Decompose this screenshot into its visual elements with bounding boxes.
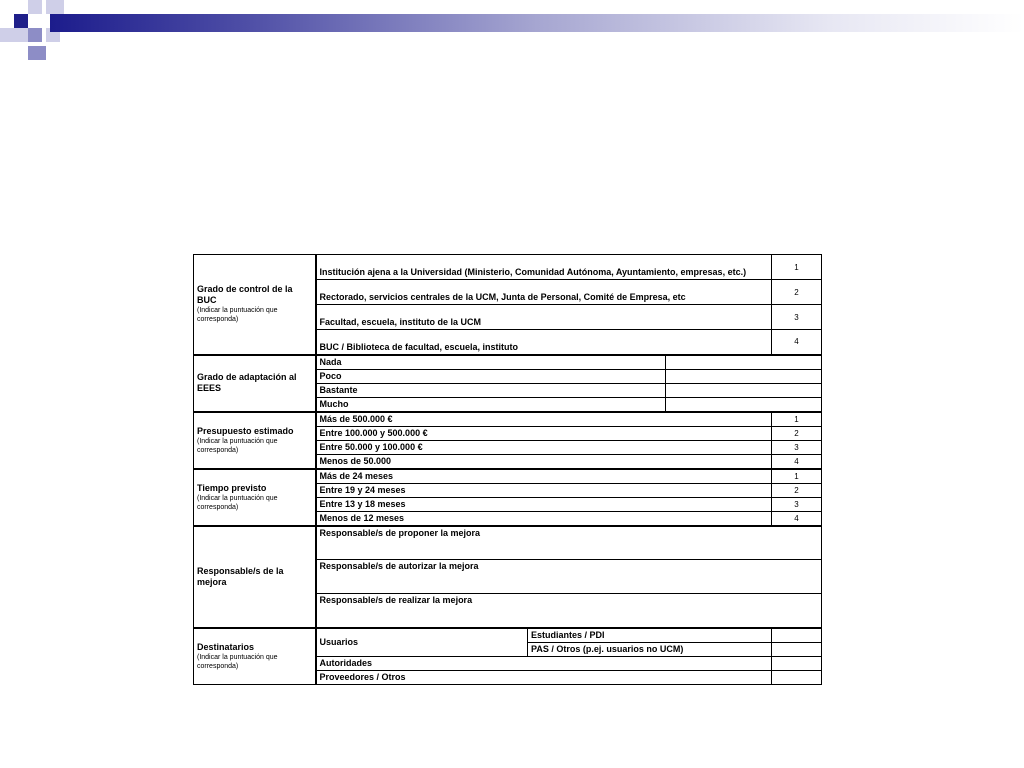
budget-note: (Indicar la puntuación que corresponda) <box>197 437 278 454</box>
header-gradient-bar <box>50 14 1024 32</box>
table-row <box>194 355 822 370</box>
adaptation-option-3: Bastante <box>316 383 666 397</box>
time-score-3[interactable]: 3 <box>772 497 822 511</box>
recipients-users-value-2[interactable] <box>772 642 822 656</box>
control-score-2[interactable]: 2 <box>772 280 822 305</box>
adaptation-value-4[interactable] <box>666 397 822 412</box>
control-option-2: Rectorado, servicios centrales de la UCM, Junta de Personal, Comité de Empresa, etc <box>316 280 772 305</box>
control-note: (Indicar la puntuación que corresponda) <box>197 307 278 324</box>
decor-square <box>14 28 28 42</box>
budget-option-1: Más de 500.000 € <box>316 412 772 427</box>
table-row <box>194 255 822 280</box>
improvement-form-table <box>193 254 822 685</box>
budget-option-2: Entre 100.000 y 500.000 € <box>316 426 772 440</box>
control-title: Grado de control de la BUC <box>197 284 293 306</box>
recipients-option-authorities: Autoridades <box>316 656 772 670</box>
recipients-option-providers: Proveedores / Otros <box>316 670 772 684</box>
time-option-3: Entre 13 y 18 meses <box>316 497 772 511</box>
adaptation-option-2: Poco <box>316 369 666 383</box>
decor-square <box>46 0 64 14</box>
recipients-title: Destinatarios <box>197 641 255 652</box>
time-category-cell <box>194 469 316 526</box>
time-option-4: Menos de 12 meses <box>316 511 772 526</box>
control-score-1[interactable]: 1 <box>772 255 822 280</box>
budget-title: Presupuesto estimado <box>197 425 294 436</box>
table-row <box>194 412 822 427</box>
adaptation-option-4: Mucho <box>316 397 666 412</box>
time-option-1: Más de 24 meses <box>316 469 772 484</box>
time-score-2[interactable]: 2 <box>772 483 822 497</box>
responsible-authorize-field[interactable]: Responsable/s de autorizar la mejora <box>316 560 822 594</box>
budget-score-4[interactable]: 4 <box>772 454 822 469</box>
recipients-value-authorities[interactable] <box>772 656 822 670</box>
time-title: Tiempo previsto <box>197 482 267 493</box>
control-option-4: BUC / Biblioteca de facultad, escuela, instituto <box>316 330 772 355</box>
control-option-3: Facultad, escuela, instituto de la UCM <box>316 305 772 330</box>
table-row <box>194 526 822 560</box>
table-row <box>194 628 822 643</box>
budget-option-3: Entre 50.000 y 100.000 € <box>316 440 772 454</box>
recipients-category-cell <box>194 628 316 685</box>
table-row <box>194 469 822 484</box>
control-category-cell <box>194 255 316 355</box>
budget-score-3[interactable]: 3 <box>772 440 822 454</box>
adaptation-title: Grado de adaptación al EEES <box>197 372 297 393</box>
responsible-category-cell <box>194 526 316 628</box>
control-option-1: Institución ajena a la Universidad (Ministerio, Comunidad Autónoma, Ayuntamiento, empresas, etc.) <box>316 255 772 280</box>
recipients-users-option-1: Estudiantes / PDI <box>528 628 772 643</box>
control-score-4[interactable]: 4 <box>772 330 822 355</box>
recipients-users-value-1[interactable] <box>772 628 822 643</box>
budget-category-cell <box>194 412 316 469</box>
time-score-1[interactable]: 1 <box>772 469 822 484</box>
recipients-users-label: Usuarios <box>316 628 528 657</box>
recipients-value-providers[interactable] <box>772 670 822 684</box>
responsible-execute-field[interactable]: Responsable/s de realizar la mejora <box>316 594 822 628</box>
time-note: (Indicar la puntuación que corresponda) <box>197 494 278 511</box>
responsible-propose-field[interactable]: Responsable/s de proponer la mejora <box>316 526 822 560</box>
budget-score-1[interactable]: 1 <box>772 412 822 427</box>
decor-square <box>14 14 28 28</box>
budget-option-4: Menos de 50.000 <box>316 454 772 469</box>
adaptation-value-1[interactable] <box>666 355 822 370</box>
decor-square <box>0 28 14 42</box>
decor-square <box>28 46 46 60</box>
responsible-title: Responsable/s de la mejora <box>197 565 284 587</box>
recipients-note: (Indicar la puntuación que corresponda) <box>197 653 278 670</box>
slide-header-decoration <box>0 0 1024 64</box>
budget-score-2[interactable]: 2 <box>772 426 822 440</box>
decor-square <box>28 28 42 42</box>
decor-square <box>28 0 42 14</box>
adaptation-option-1: Nada <box>316 355 666 370</box>
time-score-4[interactable]: 4 <box>772 511 822 526</box>
adaptation-category-cell <box>194 355 316 412</box>
control-score-3[interactable]: 3 <box>772 305 822 330</box>
recipients-users-option-2: PAS / Otros (p.ej. usuarios no UCM) <box>528 642 772 656</box>
time-option-2: Entre 19 y 24 meses <box>316 483 772 497</box>
adaptation-value-3[interactable] <box>666 383 822 397</box>
adaptation-value-2[interactable] <box>666 369 822 383</box>
